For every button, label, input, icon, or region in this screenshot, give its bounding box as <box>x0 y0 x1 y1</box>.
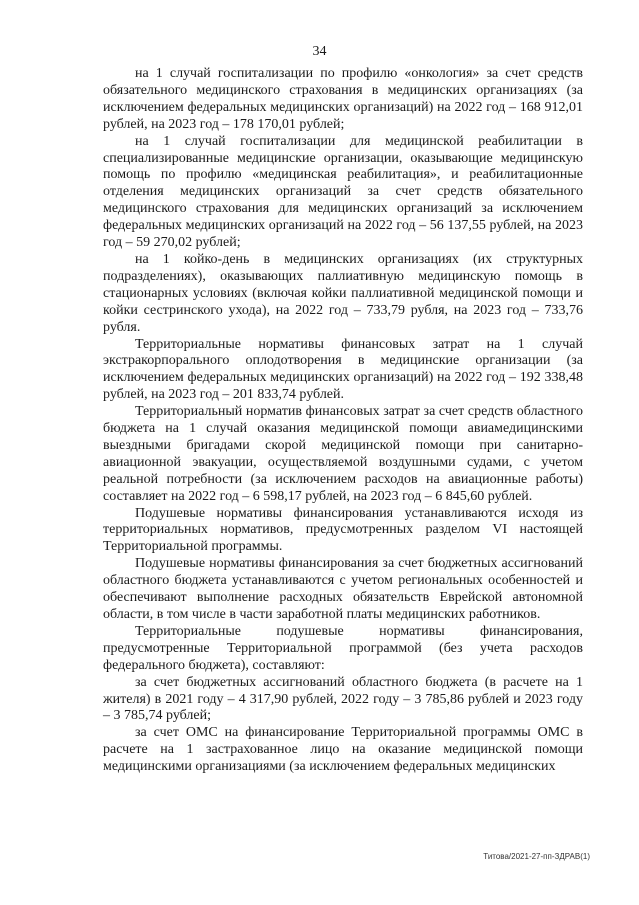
paragraph-per-capita-intro: Территориальные подушевые нормативы финансирования, предусмотренные Территориальной программой (без учета расходов федерального бюджета), составляют: <box>103 623 583 673</box>
paragraph-rehabilitation-hospitalization: на 1 случай госпитализации для медицинской реабилитации в специализированные медицинские организации, оказывающие медицинскую помощь по профилю «медицинская реабилитация», и реабилитационные отделения медицинских организаций за счет средств обязательного медицинского страхования для медицинских организаций за исключением федеральных медицинских организаций на 2022 год – 56 137,55 рублей, на 2023 год – 59 270,02 рублей; <box>103 133 583 251</box>
paragraph-regional-budget-per-resident: за счет бюджетных ассигнований областного бюджета (в расчете на 1 жителя) в 2021 году – 4 317,90 рублей, 2022 году – 3 785,86 рублей и 2023 году – 3 785,74 рублей; <box>103 674 583 724</box>
paragraph-air-ambulance-costs: Территориальный норматив финансовых затрат за счет средств областного бюджета на 1 случай оказания медицинской помощи авиамедицинскими выездными бригадами скорой медицинской помощи при санитарно-авиационной эвакуации, осуществляемой воздушными судами, с учетом реальной потребности (за исключением расходов на авиационные работы) составляет на 2022 год – 6 598,17 рублей, на 2023 год – 6 845,60 рублей. <box>103 404 583 504</box>
page-number: 34 <box>312 44 327 59</box>
document-body <box>103 66 583 776</box>
paragraph-oncology-hospitalization: на 1 случай госпитализации по профилю «онкология» за счет средств обязательного медицинского страхования в медицинских организациях (за исключением федеральных медицинских организаций) на 2022 год – 168 912,01 рублей, на 2023 год – 178 170,01 рублей; <box>103 66 583 132</box>
paragraph-palliative-bed-day: на 1 койко-день в медицинских организациях (их структурных подразделениях), оказывающих паллиативную медицинскую помощь в стационарных условиях (включая койки паллиативной медицинской помощи и койки сестринского ухода), на 2022 год – 733,79 рубля, на 2023 год – 733,76 рубля. <box>103 251 583 335</box>
paragraph-per-capita-basis: Подушевые нормативы финансирования устанавливаются исходя из территориальных нормативов, предусмотренных разделом VI настоящей Территориальной программы. <box>103 505 583 555</box>
paragraph-oms-per-insured: за счет ОМС на финансирование Территориальной программы ОМС в расчете на 1 застрахованное лицо на оказание медицинской помощи медицинскими организациями (за исключением федеральных медицинских <box>103 725 583 775</box>
document-reference-code: Титова/2021-27-пп-ЗДРАВ(1) <box>483 852 590 861</box>
paragraph-ivf-costs: Территориальные нормативы финансовых затрат на 1 случай экстракорпорального оплодотворения в медицинские организации (за исключением федеральных медицинских организаций) на 2022 год – 192 338,48 рублей, на 2023 год – 201 833,74 рублей. <box>103 336 583 403</box>
paragraph-regional-budget-standards: Подушевые нормативы финансирования за счет бюджетных ассигнований областного бюджета устанавливаются с учетом региональных особенностей и обеспечивают выполнение расходных обязательств Еврейской автономной области, в том числе в части заработной платы медицинских работников. <box>103 556 583 622</box>
